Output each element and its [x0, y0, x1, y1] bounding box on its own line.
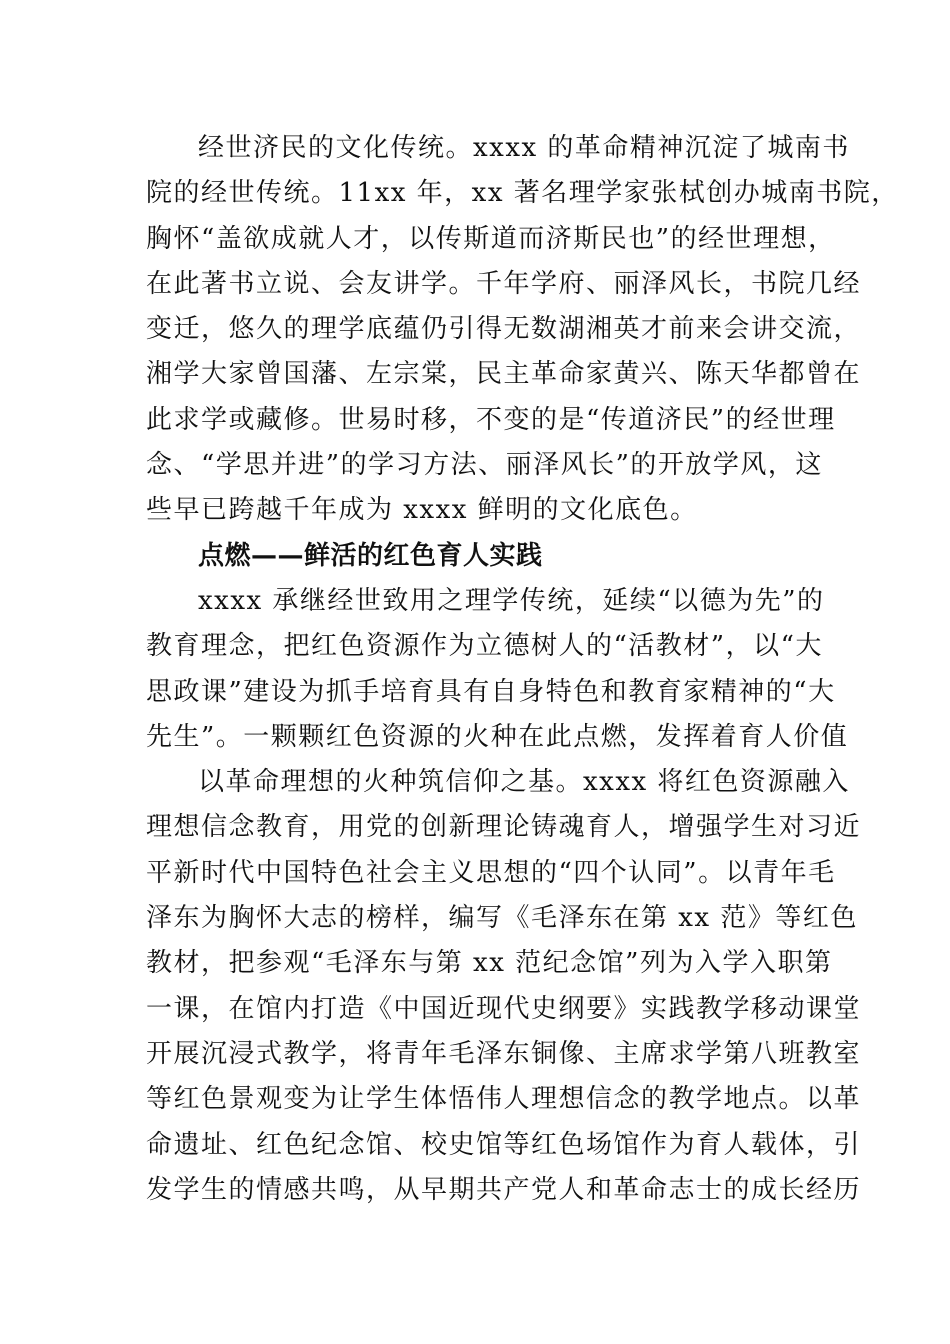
section-heading: 点燃——鲜活的红色育人实践: [198, 540, 543, 571]
paragraph-cultural-tradition: [146, 126, 899, 534]
text-line: 以革命理想的火种筑信仰之基。xxxx 将红色资源融入: [198, 767, 850, 798]
paragraph-revolutionary-ideals: [146, 760, 862, 1213]
text-line: 在此著书立说、会友讲学。千年学府、丽泽风长，书院几经: [146, 268, 862, 299]
text-line: 教材，把参观“毛泽东与第 xx 范纪念馆”列为入学入职第: [146, 948, 833, 979]
text-line: 湘学大家曾国藩、左宗棠，民主革命家黄兴、陈天华都曾在: [146, 359, 862, 390]
text-line: 发学生的情感共鸣，从早期共产党人和革命志士的成长经历: [146, 1174, 862, 1205]
text-line: 一课，在馆内打造《中国近现代史纲要》实践教学移动课堂: [146, 993, 862, 1024]
text-line: 院的经世传统。11xx 年，xx 著名理学家张栻创办城南书院，: [146, 178, 899, 209]
text-line: 先生”。一颗颗红色资源的火种在此点燃，发挥着育人价值: [146, 721, 849, 752]
text-line: 命遗址、红色纪念馆、校史馆等红色场馆作为育人载体，引: [146, 1129, 862, 1160]
text-line: 等红色景观变为让学生体悟伟人理想信念的教学地点。以革: [146, 1084, 862, 1115]
text-line: 平新时代中国特色社会主义思想的“四个认同”。以青年毛: [146, 857, 836, 888]
text-line: 经世济民的文化传统。xxxx 的革命精神沉淀了城南书: [198, 133, 850, 163]
paragraph-red-education: [146, 579, 849, 760]
text-line: 念、“学思并进”的学习方法、丽泽风长”的开放学风，这: [146, 450, 823, 481]
text-line: 开展沉浸式教学，将青年毛泽东铜像、主席求学第八班教室: [146, 1038, 862, 1069]
text-line: 此求学或藏修。世易时移，不变的是“传道济民”的经世理: [146, 404, 836, 435]
text-line: 思政课”建设为抓手培育具有自身特色和教育家精神的“大: [146, 676, 836, 707]
text-line: 泽东为胸怀大志的榜样，编写《毛泽东在第 xx 范》等红色: [146, 903, 858, 934]
text-line: 变迁，悠久的理学底蕴仍引得无数湖湘英才前来会讲交流，: [146, 314, 862, 345]
body-text: [146, 126, 899, 1213]
text-line: xxxx 承继经世致用之理学传统，延续“以德为先”的: [198, 585, 825, 616]
text-line: 教育理念，把红色资源作为立德树人的“活教材”，以“大: [146, 631, 823, 662]
text-line: 胸怀“盖欲成就人才，以传斯道而济斯民也”的经世理想，: [146, 223, 836, 254]
text-line: 理想信念教育，用党的创新理论铸魂育人，增强学生对习近: [146, 812, 862, 843]
text-line: 些早已跨越千年成为 xxxx 鲜明的文化底色。: [146, 495, 698, 526]
